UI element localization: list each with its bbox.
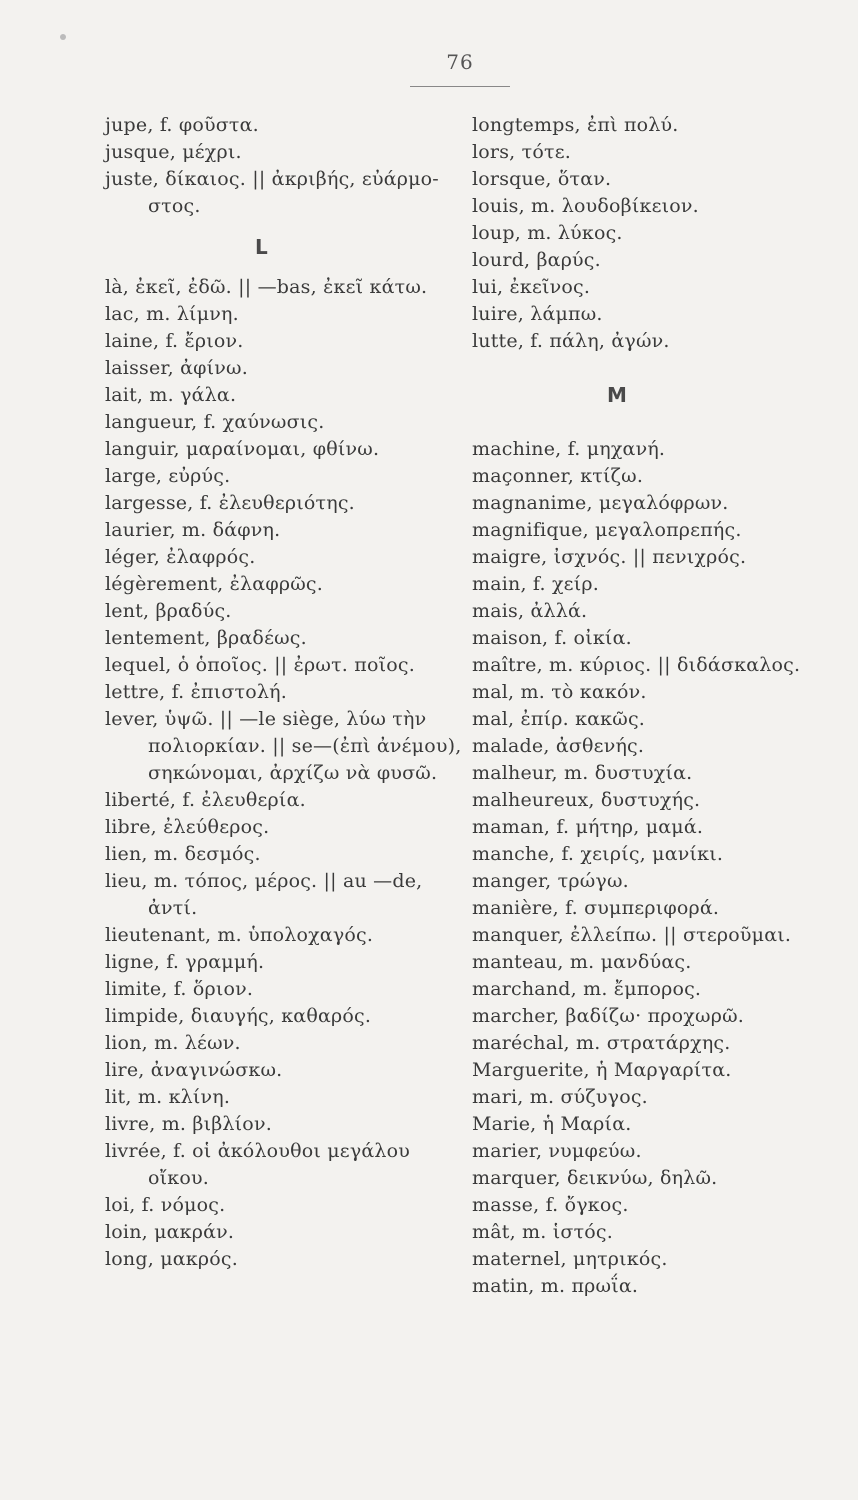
dictionary-entry: libre, ἐλεύθερος. <box>105 816 270 838</box>
dictionary-entry: lent, βραδύς. <box>105 600 232 622</box>
dictionary-entry: laisser, ἀφίνω. <box>105 357 248 379</box>
dictionary-entry: jupe, f. φοῦστα. <box>105 114 259 136</box>
dictionary-entry: maman, f. μήτηρ, μαμά. <box>472 816 704 838</box>
dictionary-entry: légèrement, ἐλαφρῶς. <box>105 573 323 595</box>
dictionary-entry: limite, f. ὅριον. <box>105 978 254 1000</box>
dictionary-entry: loi, f. νόμος. <box>105 1194 226 1216</box>
left-column <box>105 112 490 1273</box>
dictionary-entry: lors, τότε. <box>472 141 571 163</box>
dictionary-entry: lutte, f. πάλη, ἀγών. <box>472 330 670 352</box>
section-letter-l: L <box>255 235 269 259</box>
dictionary-entry: machine, f. μηχανή. <box>472 438 666 460</box>
dictionary-entry: lever, ὑψῶ. || —le siège, λύω τὴν <box>105 708 427 730</box>
dictionary-entry: mât, m. ἱστός. <box>472 1221 614 1243</box>
dictionary-entry: mais, ἀλλά. <box>472 600 588 622</box>
dictionary-entry: lequel, ὁ ὁποῖος. || ἐρωτ. ποῖος. <box>105 654 415 676</box>
dictionary-entry: lentement, βραδέως. <box>105 627 307 649</box>
dictionary-entry: matin, m. πρωΐα. <box>472 1275 639 1297</box>
dictionary-entry: ligne, f. γραμμή. <box>105 951 265 973</box>
page-number: 76 <box>446 50 474 74</box>
dictionary-entry-continuation: σηκώνομαι, ἀρχίζω νὰ φυσῶ. <box>148 762 438 784</box>
dictionary-entry: maître, m. κύριος. || διδάσκαλος. <box>472 654 801 676</box>
dictionary-entry: main, f. χείρ. <box>472 573 599 595</box>
dictionary-entry: lien, m. δεσμός. <box>105 843 261 865</box>
dictionary-entry: manger, τρώγω. <box>472 870 629 892</box>
dictionary-entry: mal, m. τὸ κακόν. <box>472 681 647 703</box>
dictionary-entry: léger, ἐλαφρός. <box>105 546 256 568</box>
dictionary-entry-continuation: ἀντί. <box>148 897 198 919</box>
dictionary-entry: marquer, δεικνύω, δηλῶ. <box>472 1167 718 1189</box>
dictionary-entry: manière, f. συμπεριφορά. <box>472 897 720 919</box>
dictionary-entry-continuation: πολιορκίαν. || se—(ἐπὶ ἀνέμου), <box>148 735 462 757</box>
dictionary-entry: malade, ἀσθενής. <box>472 735 645 757</box>
dictionary-entry: marchand, m. ἔμπορος. <box>472 978 702 1000</box>
dictionary-entry: long, μακρός. <box>105 1248 238 1270</box>
dictionary-entry: lit, m. κλίνη. <box>105 1086 231 1108</box>
dictionary-entry: loup, m. λύκος. <box>472 222 623 244</box>
right-column <box>472 112 857 1300</box>
dictionary-entry: livrée, f. οἱ ἀκόλουθοι μεγάλου <box>105 1140 411 1162</box>
dictionary-entry: languir, μαραίνομαι, φθίνω. <box>105 438 380 460</box>
dictionary-entry: manteau, m. μανδύας. <box>472 951 692 973</box>
dictionary-entry: maigre, ἰσχνός. || πενιχρός. <box>472 546 747 568</box>
dictionary-entry: livre, m. βιβλίον. <box>105 1113 272 1135</box>
dictionary-entry: limpide, διαυγής, καθαρός. <box>105 1005 372 1027</box>
dictionary-entry: marcher, βαδίζω· προχωρῶ. <box>472 1005 745 1027</box>
dictionary-entry: longtemps, ἐπὶ πολύ. <box>472 114 679 136</box>
dictionary-entry: lieutenant, m. ὑπολοχαγός. <box>105 924 374 946</box>
section-letter-m: M <box>607 383 628 407</box>
dictionary-entry: lait, m. γάλα. <box>105 384 237 406</box>
dictionary-entry: masse, f. ὄγκος. <box>472 1194 629 1216</box>
dictionary-entry: lion, m. λέων. <box>105 1032 241 1054</box>
dictionary-entry: jusque, μέχρι. <box>105 141 242 163</box>
dictionary-entry: laurier, m. δάφνη. <box>105 519 281 541</box>
dictionary-entry: marier, νυμφεύω. <box>472 1140 642 1162</box>
dictionary-entry: là, ἐκεῖ, ἐδῶ. || —bas, ἐκεῖ κάτω. <box>105 276 428 298</box>
dictionary-entry: loin, μακράν. <box>105 1221 235 1243</box>
dictionary-entry: laine, f. ἔριον. <box>105 330 244 352</box>
dictionary-entry: large, εὐρύς. <box>105 465 231 487</box>
dictionary-entry: maison, f. οἰκία. <box>472 627 632 649</box>
dictionary-entry: lui, ἐκεῖνος. <box>472 276 591 298</box>
dictionary-entry: liberté, f. ἐλευθερία. <box>105 789 306 811</box>
dictionary-entry: malheur, m. δυστυχία. <box>472 762 693 784</box>
dictionary-entry: magnanime, μεγαλόφρων. <box>472 492 729 514</box>
dictionary-entry: maréchal, m. στρατάρχης. <box>472 1032 731 1054</box>
dictionary-entry: mal, ἐπίρ. κακῶς. <box>472 708 646 730</box>
dictionary-entry: maternel, μητρικός. <box>472 1248 668 1270</box>
dictionary-entry: lorsque, ὅταν. <box>472 168 612 190</box>
dictionary-entry: malheureux, δυστυχής. <box>472 789 701 811</box>
dictionary-entry: lac, m. λίμνη. <box>105 303 239 325</box>
dictionary-entry-continuation: οἴκου. <box>148 1167 209 1189</box>
dictionary-entry: mari, m. σύζυγος. <box>472 1086 648 1108</box>
dictionary-entry: manquer, ἐλλείπω. || στεροῦμαι. <box>472 924 792 946</box>
dictionary-entry: Marie, ἡ Μαρία. <box>472 1113 632 1135</box>
dictionary-entry: louis, m. λουδοβίκειον. <box>472 195 699 217</box>
dictionary-entry: luire, λάμπω. <box>472 303 603 325</box>
dictionary-entry: maçonner, κτίζω. <box>472 465 644 487</box>
edge-speck <box>60 34 66 40</box>
page-number-rule <box>410 86 510 87</box>
dictionary-entry: magnifique, μεγαλοπρεπής. <box>472 519 742 541</box>
dictionary-entry: Marguerite, ἡ Μαργαρίτα. <box>472 1059 732 1081</box>
dictionary-entry: lourd, βαρύς. <box>472 249 601 271</box>
dictionary-entry: manche, f. χειρίς, μανίκι. <box>472 843 724 865</box>
dictionary-entry: lieu, m. τόπος, μέρος. || au —de, <box>105 870 423 892</box>
dictionary-entry: largesse, f. ἐλευθεριότης. <box>105 492 355 514</box>
dictionary-entry: lire, ἀναγινώσκω. <box>105 1059 283 1081</box>
dictionary-entry: lettre, f. ἐπιστολή. <box>105 681 287 703</box>
dictionary-entry-continuation: στος. <box>148 195 201 217</box>
dictionary-entry: juste, δίκαιος. || ἀκριβής, εὐάρμο- <box>105 168 439 190</box>
dictionary-entry: langueur, f. χαύνωσις. <box>105 411 325 433</box>
